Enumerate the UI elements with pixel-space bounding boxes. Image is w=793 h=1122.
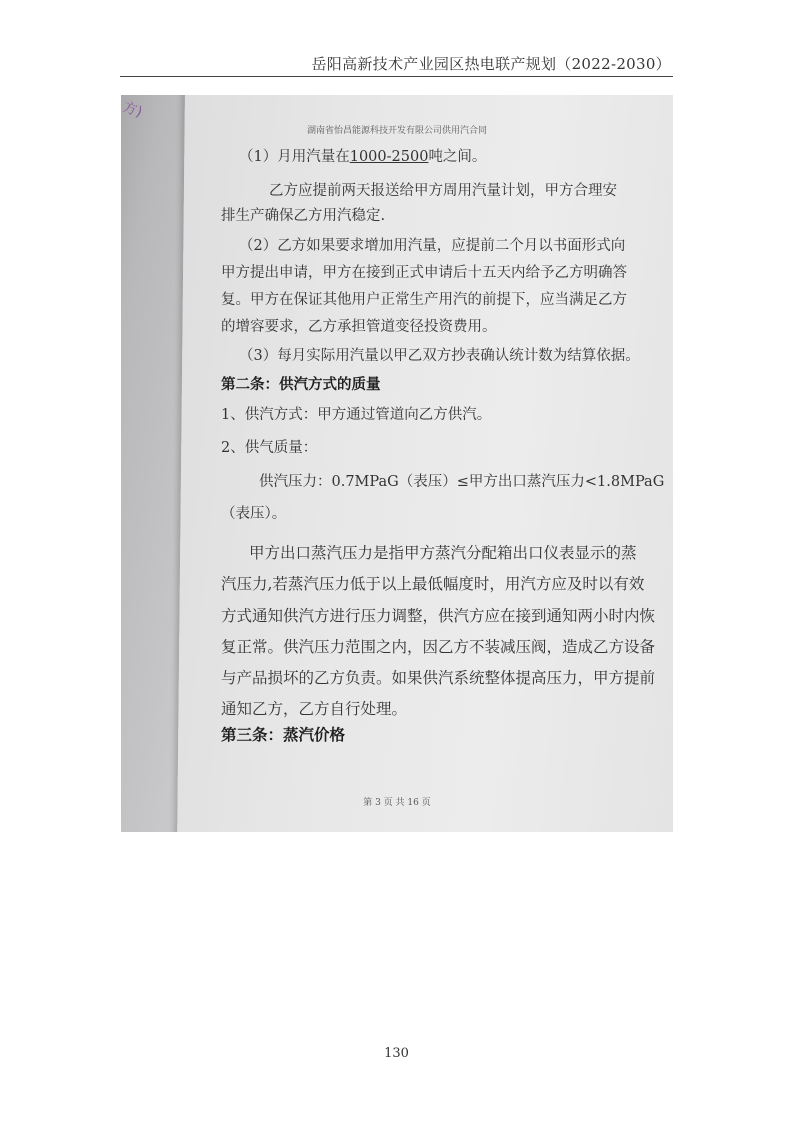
item2-line4: 的增容要求，乙方承担管道变径投资费用。: [221, 319, 497, 335]
pressure-line1: 供汽压力：0.7MPaG（表压）≤甲方出口蒸汽压力<1.8MPaG: [259, 474, 665, 490]
item-1-amount: 1000-2500: [349, 149, 429, 165]
document-photo: [121, 95, 673, 832]
item2-line3: 复。甲方在保证其他用户正常生产用汽的前提下，应当满足乙方: [221, 292, 627, 308]
pressure-line2: （表压）。: [221, 506, 287, 522]
item3-line1: （3）每月实际用汽量以甲乙双方抄表确认统计数为结算依据。: [239, 348, 640, 364]
item-1: （1）月用汽量在1000-2500吨之间。: [239, 149, 487, 165]
handwritten-corner-note: 方): [121, 99, 145, 121]
article3-title: 第三条：蒸汽价格: [221, 726, 346, 744]
header-rule: [120, 76, 673, 77]
item2-line2: 甲方提出申请，甲方在接到正式申请后十五天内给予乙方明确答: [221, 265, 627, 281]
contract-title: 湖南省怡昌能源科技开发有限公司供用汽合同: [306, 126, 487, 136]
para2-line3: 方式通知供汽方进行压力调整，供汽方应在接到通知两小时内恢: [221, 607, 656, 625]
para2-line5: 与产品损坏的乙方负责。如果供汽系统整体提高压力，甲方提前: [221, 669, 656, 687]
supply-quality-label: 2、供气质量：: [221, 440, 318, 456]
para2-line6: 通知乙方，乙方自行处理。: [221, 700, 408, 718]
supply-mode: 1、供汽方式：甲方通过管道向乙方供汽。: [221, 407, 492, 423]
photo-page-footer: 第 3 页 共 16 页: [363, 798, 431, 808]
para1-line1: 乙方应提前两天报送给甲方周用汽量计划，甲方合理安: [269, 183, 617, 199]
page-number: 130: [384, 1046, 409, 1061]
para2-line2: 汽压力,若蒸汽压力低于以上最低幅度时，用汽方应及时以有效: [221, 575, 645, 593]
para2-line1: 甲方出口蒸汽压力是指甲方蒸汽分配箱出口仪表显示的蒸: [249, 544, 637, 562]
para1-line2: 排生产确保乙方用汽稳定.: [221, 208, 386, 224]
running-header: 岳阳高新技术产业园区热电联产规划（2022-2030）: [311, 55, 671, 73]
item2-line1: （2）乙方如果要求增加用汽量，应提前二个月以书面形式向: [239, 238, 626, 254]
article2-title: 第二条：供汽方式的质量: [221, 377, 381, 393]
para2-line4: 复正常。供汽压力范围之内，因乙方不装减压阀，造成乙方设备: [221, 638, 656, 656]
